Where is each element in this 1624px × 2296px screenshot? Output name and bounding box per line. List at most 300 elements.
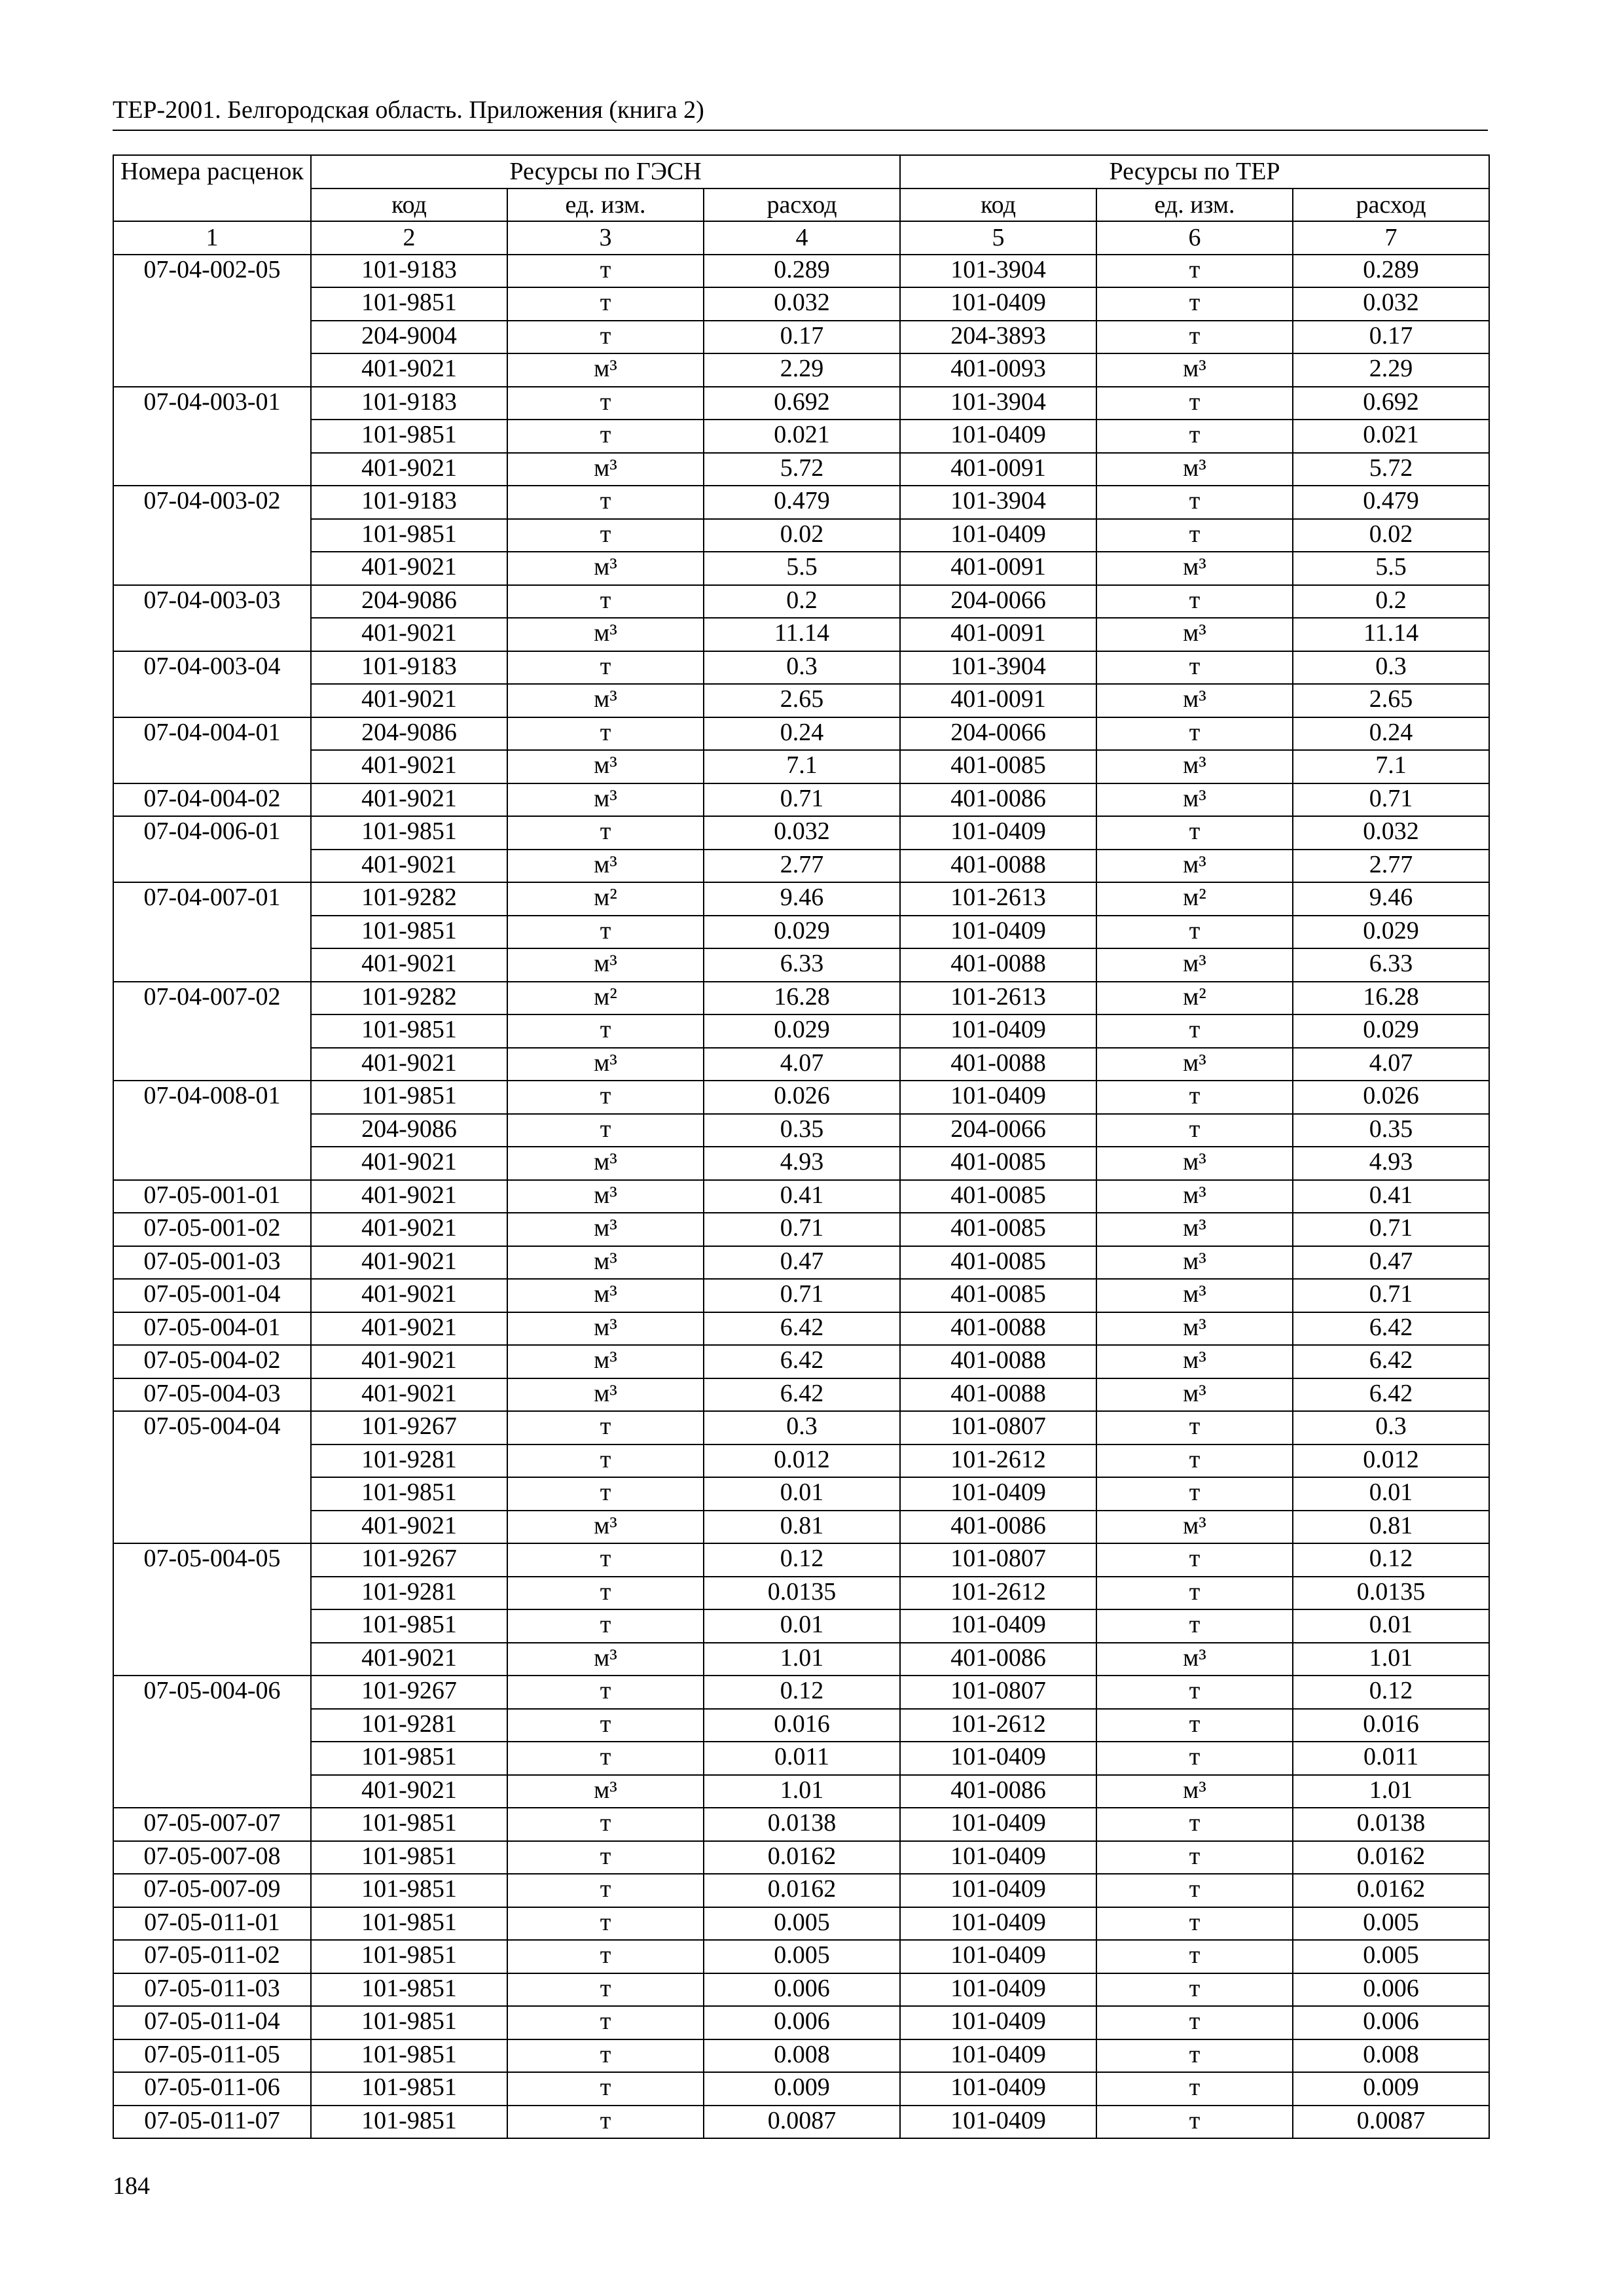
gesn-consumption-cell: 0.2 xyxy=(704,585,900,619)
ter-unit-cell: т xyxy=(1096,2072,1293,2106)
gesn-code-cell: 401-9021 xyxy=(311,948,507,982)
gesn-unit-cell: т xyxy=(507,1014,704,1048)
gesn-unit-cell: т xyxy=(507,2106,704,2139)
ter-code-cell: 101-0409 xyxy=(900,1014,1096,1048)
gesn-code-cell: 101-9851 xyxy=(311,2039,507,2073)
rate-number-cell: 07-04-003-04 xyxy=(113,651,311,717)
col-group-ter: Ресурсы по ТЕР xyxy=(900,155,1489,188)
gesn-consumption-cell: 4.07 xyxy=(704,1048,900,1081)
gesn-consumption-cell: 0.032 xyxy=(704,816,900,850)
rate-number-cell: 07-05-001-04 xyxy=(113,1279,311,1312)
gesn-unit-cell: т xyxy=(507,1411,704,1444)
ter-consumption-cell: 0.0138 xyxy=(1293,1808,1489,1841)
running-header: ТЕР-2001. Белгородская область. Приложения (книга 2) xyxy=(113,96,704,124)
rate-number-cell: 07-05-004-06 xyxy=(113,1676,311,1808)
rate-number-cell: 07-05-001-01 xyxy=(113,1180,311,1213)
ter-consumption-cell: 11.14 xyxy=(1293,618,1489,651)
ter-consumption-cell: 1.01 xyxy=(1293,1643,1489,1676)
gesn-unit-cell: т xyxy=(507,717,704,751)
ter-unit-cell: т xyxy=(1096,420,1293,453)
ter-code-cell: 101-0409 xyxy=(900,1940,1096,1973)
col-header-ter-code: код xyxy=(900,188,1096,222)
gesn-unit-cell: м³ xyxy=(507,353,704,387)
gesn-code-cell: 101-9183 xyxy=(311,651,507,685)
ter-code-cell: 401-0088 xyxy=(900,1378,1096,1412)
table-row xyxy=(113,1411,1489,1444)
table-row xyxy=(113,1279,1489,1312)
gesn-unit-cell: т xyxy=(507,287,704,321)
ter-unit-cell: т xyxy=(1096,287,1293,321)
gesn-code-cell: 401-9021 xyxy=(311,1511,507,1544)
gesn-unit-cell: м³ xyxy=(507,1511,704,1544)
gesn-consumption-cell: 0.71 xyxy=(704,1213,900,1246)
ter-code-cell: 101-0409 xyxy=(900,2106,1096,2139)
col-number: 3 xyxy=(507,221,704,255)
ter-consumption-cell: 6.42 xyxy=(1293,1378,1489,1412)
gesn-code-cell: 101-9851 xyxy=(311,1477,507,1511)
table-row xyxy=(113,1841,1489,1874)
ter-unit-cell: т xyxy=(1096,717,1293,751)
ter-unit-cell: т xyxy=(1096,2006,1293,2039)
gesn-code-cell: 101-9282 xyxy=(311,982,507,1015)
gesn-unit-cell: т xyxy=(507,1874,704,1907)
ter-unit-cell: т xyxy=(1096,1609,1293,1643)
gesn-unit-cell: м³ xyxy=(507,1048,704,1081)
ter-consumption-cell: 0.3 xyxy=(1293,1411,1489,1444)
gesn-consumption-cell: 6.33 xyxy=(704,948,900,982)
ter-consumption-cell: 6.33 xyxy=(1293,948,1489,982)
page-number: 184 xyxy=(113,2172,150,2200)
gesn-unit-cell: м³ xyxy=(507,552,704,585)
rate-number-cell: 07-04-004-01 xyxy=(113,717,311,783)
ter-consumption-cell: 9.46 xyxy=(1293,882,1489,916)
col-number: 1 xyxy=(113,221,311,255)
ter-consumption-cell: 0.008 xyxy=(1293,2039,1489,2073)
gesn-unit-cell: т xyxy=(507,387,704,420)
ter-code-cell: 101-0409 xyxy=(900,1808,1096,1841)
ter-unit-cell: т xyxy=(1096,387,1293,420)
ter-consumption-cell: 0.0135 xyxy=(1293,1577,1489,1610)
table-row xyxy=(113,651,1489,685)
ter-unit-cell: т xyxy=(1096,1477,1293,1511)
table-row xyxy=(113,1808,1489,1841)
gesn-consumption-cell: 0.005 xyxy=(704,1907,900,1941)
ter-code-cell: 204-0066 xyxy=(900,717,1096,751)
table-row xyxy=(113,287,1489,321)
ter-consumption-cell: 0.02 xyxy=(1293,519,1489,552)
gesn-unit-cell: м³ xyxy=(507,1147,704,1180)
ter-unit-cell: т xyxy=(1096,585,1293,619)
ter-code-cell: 101-3904 xyxy=(900,255,1096,288)
ter-code-cell: 401-0085 xyxy=(900,1180,1096,1213)
gesn-consumption-cell: 0.0162 xyxy=(704,1874,900,1907)
ter-unit-cell: т xyxy=(1096,1014,1293,1048)
gesn-consumption-cell: 6.42 xyxy=(704,1378,900,1412)
table-row xyxy=(113,1940,1489,1973)
gesn-code-cell: 101-9281 xyxy=(311,1577,507,1610)
ter-consumption-cell: 4.93 xyxy=(1293,1147,1489,1180)
gesn-unit-cell: м³ xyxy=(507,1312,704,1346)
ter-consumption-cell: 0.0162 xyxy=(1293,1841,1489,1874)
ter-code-cell: 101-2612 xyxy=(900,1709,1096,1742)
rate-number-cell: 07-05-004-01 xyxy=(113,1312,311,1346)
table-row xyxy=(113,2072,1489,2106)
ter-code-cell: 101-0409 xyxy=(900,519,1096,552)
ter-unit-cell: м³ xyxy=(1096,1279,1293,1312)
gesn-code-cell: 401-9021 xyxy=(311,552,507,585)
ter-code-cell: 401-0085 xyxy=(900,1213,1096,1246)
ter-unit-cell: м³ xyxy=(1096,750,1293,783)
ter-unit-cell: т xyxy=(1096,1114,1293,1147)
ter-code-cell: 101-0409 xyxy=(900,916,1096,949)
ter-code-cell: 101-0409 xyxy=(900,1907,1096,1941)
gesn-unit-cell: т xyxy=(507,1609,704,1643)
gesn-code-cell: 401-9021 xyxy=(311,750,507,783)
col-number: 7 xyxy=(1293,221,1489,255)
gesn-consumption-cell: 0.71 xyxy=(704,1279,900,1312)
gesn-code-cell: 401-9021 xyxy=(311,1048,507,1081)
table-row xyxy=(113,1676,1489,1709)
gesn-unit-cell: т xyxy=(507,2072,704,2106)
gesn-code-cell: 101-9281 xyxy=(311,1444,507,1478)
rate-number-cell: 07-05-004-02 xyxy=(113,1345,311,1378)
ter-code-cell: 101-0807 xyxy=(900,1676,1096,1709)
gesn-unit-cell: т xyxy=(507,1444,704,1478)
gesn-unit-cell: т xyxy=(507,916,704,949)
table-row xyxy=(113,618,1489,651)
gesn-consumption-cell: 0.12 xyxy=(704,1543,900,1577)
col-number: 6 xyxy=(1096,221,1293,255)
gesn-code-cell: 101-9851 xyxy=(311,2006,507,2039)
gesn-unit-cell: т xyxy=(507,2006,704,2039)
ter-code-cell: 401-0086 xyxy=(900,783,1096,817)
rate-number-cell: 07-04-003-02 xyxy=(113,486,311,585)
gesn-code-cell: 101-9851 xyxy=(311,1973,507,2007)
gesn-consumption-cell: 9.46 xyxy=(704,882,900,916)
ter-consumption-cell: 0.2 xyxy=(1293,585,1489,619)
ter-code-cell: 101-0807 xyxy=(900,1543,1096,1577)
ter-consumption-cell: 2.29 xyxy=(1293,353,1489,387)
ter-unit-cell: м³ xyxy=(1096,1147,1293,1180)
gesn-unit-cell: т xyxy=(507,486,704,519)
ter-consumption-cell: 2.65 xyxy=(1293,684,1489,717)
ter-unit-cell: т xyxy=(1096,1081,1293,1114)
ter-consumption-cell: 5.72 xyxy=(1293,453,1489,486)
ter-code-cell: 401-0088 xyxy=(900,1312,1096,1346)
ter-unit-cell: м³ xyxy=(1096,552,1293,585)
gesn-unit-cell: т xyxy=(507,1808,704,1841)
gesn-code-cell: 401-9021 xyxy=(311,684,507,717)
ter-code-cell: 101-2613 xyxy=(900,982,1096,1015)
gesn-code-cell: 101-9183 xyxy=(311,486,507,519)
gesn-consumption-cell: 0.026 xyxy=(704,1081,900,1114)
rate-number-cell: 07-05-011-05 xyxy=(113,2039,311,2073)
gesn-consumption-cell: 0.029 xyxy=(704,916,900,949)
ter-code-cell: 101-2612 xyxy=(900,1577,1096,1610)
ter-code-cell: 204-0066 xyxy=(900,1114,1096,1147)
gesn-consumption-cell: 0.0162 xyxy=(704,1841,900,1874)
ter-unit-cell: м³ xyxy=(1096,850,1293,883)
gesn-consumption-cell: 0.006 xyxy=(704,2006,900,2039)
ter-code-cell: 101-0409 xyxy=(900,1742,1096,1775)
ter-consumption-cell: 6.42 xyxy=(1293,1312,1489,1346)
ter-unit-cell: т xyxy=(1096,255,1293,288)
ter-unit-cell: м³ xyxy=(1096,1312,1293,1346)
table-row xyxy=(113,1345,1489,1378)
ter-unit-cell: т xyxy=(1096,2039,1293,2073)
ter-unit-cell: м³ xyxy=(1096,1643,1293,1676)
ter-consumption-cell: 0.005 xyxy=(1293,1907,1489,1941)
ter-unit-cell: м³ xyxy=(1096,453,1293,486)
gesn-unit-cell: м³ xyxy=(507,1378,704,1412)
gesn-unit-cell: т xyxy=(507,519,704,552)
ter-consumption-cell: 0.029 xyxy=(1293,916,1489,949)
gesn-consumption-cell: 0.24 xyxy=(704,717,900,751)
table-row xyxy=(113,2006,1489,2039)
table-row xyxy=(113,453,1489,486)
ter-consumption-cell: 0.3 xyxy=(1293,651,1489,685)
gesn-code-cell: 101-9851 xyxy=(311,1808,507,1841)
rate-number-cell: 07-04-007-02 xyxy=(113,982,311,1081)
table-row xyxy=(113,353,1489,387)
table-row xyxy=(113,1180,1489,1213)
ter-consumption-cell: 0.479 xyxy=(1293,486,1489,519)
gesn-consumption-cell: 6.42 xyxy=(704,1312,900,1346)
gesn-unit-cell: т xyxy=(507,651,704,685)
ter-code-cell: 401-0088 xyxy=(900,1048,1096,1081)
gesn-unit-cell: т xyxy=(507,1742,704,1775)
ter-consumption-cell: 0.692 xyxy=(1293,387,1489,420)
ter-unit-cell: м³ xyxy=(1096,1378,1293,1412)
rate-number-cell: 07-04-006-01 xyxy=(113,816,311,882)
gesn-code-cell: 101-9851 xyxy=(311,816,507,850)
ter-unit-cell: т xyxy=(1096,1444,1293,1478)
gesn-unit-cell: м³ xyxy=(507,1643,704,1676)
table-row xyxy=(113,486,1489,519)
ter-unit-cell: м³ xyxy=(1096,1246,1293,1280)
gesn-consumption-cell: 0.009 xyxy=(704,2072,900,2106)
ter-code-cell: 101-0409 xyxy=(900,1609,1096,1643)
table-row xyxy=(113,1874,1489,1907)
gesn-code-cell: 401-9021 xyxy=(311,850,507,883)
ter-unit-cell: м³ xyxy=(1096,353,1293,387)
gesn-code-cell: 101-9851 xyxy=(311,1609,507,1643)
gesn-unit-cell: т xyxy=(507,1841,704,1874)
gesn-code-cell: 401-9021 xyxy=(311,1643,507,1676)
ter-code-cell: 401-0093 xyxy=(900,353,1096,387)
rate-number-cell: 07-05-001-02 xyxy=(113,1213,311,1246)
rate-number-cell: 07-05-011-02 xyxy=(113,1940,311,1973)
gesn-unit-cell: м³ xyxy=(507,1279,704,1312)
rate-number-cell: 07-05-004-05 xyxy=(113,1543,311,1676)
ter-consumption-cell: 7.1 xyxy=(1293,750,1489,783)
gesn-unit-cell: т xyxy=(507,1081,704,1114)
gesn-unit-cell: м³ xyxy=(507,453,704,486)
gesn-consumption-cell: 0.01 xyxy=(704,1609,900,1643)
gesn-unit-cell: м³ xyxy=(507,850,704,883)
gesn-code-cell: 101-9851 xyxy=(311,1742,507,1775)
ter-unit-cell: м² xyxy=(1096,882,1293,916)
gesn-consumption-cell: 0.81 xyxy=(704,1511,900,1544)
rate-number-cell: 07-05-011-07 xyxy=(113,2106,311,2139)
gesn-consumption-cell: 0.12 xyxy=(704,1676,900,1709)
gesn-code-cell: 101-9267 xyxy=(311,1676,507,1709)
table-row xyxy=(113,1114,1489,1147)
table-row xyxy=(113,2039,1489,2073)
gesn-unit-cell: м³ xyxy=(507,1775,704,1808)
ter-unit-cell: м³ xyxy=(1096,618,1293,651)
header-divider xyxy=(113,130,1488,131)
rate-number-cell: 07-05-004-04 xyxy=(113,1411,311,1543)
gesn-unit-cell: т xyxy=(507,321,704,354)
ter-code-cell: 204-3893 xyxy=(900,321,1096,354)
rate-number-cell: 07-04-003-01 xyxy=(113,387,311,486)
table-row xyxy=(113,1014,1489,1048)
gesn-consumption-cell: 0.47 xyxy=(704,1246,900,1280)
gesn-code-cell: 401-9021 xyxy=(311,1279,507,1312)
gesn-unit-cell: т xyxy=(507,1709,704,1742)
ter-consumption-cell: 0.41 xyxy=(1293,1180,1489,1213)
ter-code-cell: 401-0091 xyxy=(900,684,1096,717)
ter-code-cell: 101-0409 xyxy=(900,2006,1096,2039)
table-row xyxy=(113,1742,1489,1775)
gesn-consumption-cell: 0.016 xyxy=(704,1709,900,1742)
col-group-gesn: Ресурсы по ГЭСН xyxy=(311,155,900,188)
gesn-unit-cell: т xyxy=(507,1973,704,2007)
ter-code-cell: 101-0409 xyxy=(900,1973,1096,2007)
gesn-code-cell: 401-9021 xyxy=(311,1312,507,1346)
gesn-consumption-cell: 6.42 xyxy=(704,1345,900,1378)
gesn-code-cell: 401-9021 xyxy=(311,1345,507,1378)
gesn-unit-cell: т xyxy=(507,1114,704,1147)
gesn-code-cell: 101-9851 xyxy=(311,2072,507,2106)
table-row xyxy=(113,916,1489,949)
ter-code-cell: 401-0088 xyxy=(900,850,1096,883)
ter-code-cell: 101-0409 xyxy=(900,287,1096,321)
gesn-consumption-cell: 0.71 xyxy=(704,783,900,817)
ter-code-cell: 101-0409 xyxy=(900,816,1096,850)
gesn-consumption-cell: 0.011 xyxy=(704,1742,900,1775)
ter-code-cell: 101-0409 xyxy=(900,1477,1096,1511)
gesn-consumption-cell: 0.41 xyxy=(704,1180,900,1213)
table-row xyxy=(113,882,1489,916)
gesn-consumption-cell: 0.0138 xyxy=(704,1808,900,1841)
table-row xyxy=(113,982,1489,1015)
gesn-code-cell: 101-9851 xyxy=(311,1014,507,1048)
ter-code-cell: 401-0085 xyxy=(900,750,1096,783)
gesn-consumption-cell: 0.01 xyxy=(704,1477,900,1511)
ter-code-cell: 101-0409 xyxy=(900,2039,1096,2073)
table-row xyxy=(113,1312,1489,1346)
table-row xyxy=(113,1907,1489,1941)
ter-consumption-cell: 6.42 xyxy=(1293,1345,1489,1378)
gesn-consumption-cell: 2.77 xyxy=(704,850,900,883)
ter-unit-cell: м³ xyxy=(1096,783,1293,817)
gesn-unit-cell: м² xyxy=(507,982,704,1015)
ter-unit-cell: т xyxy=(1096,519,1293,552)
gesn-code-cell: 101-9851 xyxy=(311,916,507,949)
gesn-code-cell: 101-9851 xyxy=(311,1940,507,1973)
ter-consumption-cell: 0.35 xyxy=(1293,1114,1489,1147)
ter-unit-cell: т xyxy=(1096,1841,1293,1874)
gesn-consumption-cell: 0.0135 xyxy=(704,1577,900,1610)
table-row xyxy=(113,387,1489,420)
ter-consumption-cell: 0.006 xyxy=(1293,1973,1489,2007)
gesn-consumption-cell: 0.012 xyxy=(704,1444,900,1478)
ter-consumption-cell: 5.5 xyxy=(1293,552,1489,585)
ter-unit-cell: т xyxy=(1096,1742,1293,1775)
table-row xyxy=(113,1444,1489,1478)
gesn-consumption-cell: 2.29 xyxy=(704,353,900,387)
ter-unit-cell: т xyxy=(1096,1907,1293,1941)
rate-number-cell: 07-04-003-03 xyxy=(113,585,311,651)
ter-code-cell: 401-0086 xyxy=(900,1643,1096,1676)
table-row xyxy=(113,1213,1489,1246)
ter-consumption-cell: 4.07 xyxy=(1293,1048,1489,1081)
ter-unit-cell: т xyxy=(1096,1709,1293,1742)
table-row xyxy=(113,321,1489,354)
ter-code-cell: 401-0085 xyxy=(900,1147,1096,1180)
ter-code-cell: 101-0807 xyxy=(900,1411,1096,1444)
gesn-consumption-cell: 2.65 xyxy=(704,684,900,717)
ter-consumption-cell: 0.0162 xyxy=(1293,1874,1489,1907)
table-body xyxy=(113,255,1489,2139)
gesn-code-cell: 101-9183 xyxy=(311,387,507,420)
gesn-code-cell: 401-9021 xyxy=(311,1246,507,1280)
gesn-code-cell: 101-9851 xyxy=(311,1081,507,1114)
ter-code-cell: 101-2612 xyxy=(900,1444,1096,1478)
ter-unit-cell: м³ xyxy=(1096,1180,1293,1213)
gesn-consumption-cell: 11.14 xyxy=(704,618,900,651)
ter-consumption-cell: 0.289 xyxy=(1293,255,1489,288)
table-row xyxy=(113,1643,1489,1676)
col-header-gesn-code: код xyxy=(311,188,507,222)
rate-number-cell: 07-04-007-01 xyxy=(113,882,311,982)
ter-consumption-cell: 0.009 xyxy=(1293,2072,1489,2106)
ter-consumption-cell: 0.032 xyxy=(1293,816,1489,850)
table-row xyxy=(113,1246,1489,1280)
gesn-code-cell: 401-9021 xyxy=(311,453,507,486)
ter-unit-cell: м³ xyxy=(1096,948,1293,982)
ter-consumption-cell: 0.01 xyxy=(1293,1609,1489,1643)
gesn-consumption-cell: 0.479 xyxy=(704,486,900,519)
gesn-consumption-cell: 0.032 xyxy=(704,287,900,321)
table-row xyxy=(113,1477,1489,1511)
ter-consumption-cell: 0.011 xyxy=(1293,1742,1489,1775)
ter-unit-cell: т xyxy=(1096,1973,1293,2007)
col-header-gesn-consumption: расход xyxy=(704,188,900,222)
rate-number-cell: 07-05-007-07 xyxy=(113,1808,311,1841)
gesn-code-cell: 101-9851 xyxy=(311,2106,507,2139)
gesn-unit-cell: м³ xyxy=(507,1213,704,1246)
rate-number-cell: 07-05-007-09 xyxy=(113,1874,311,1907)
ter-consumption-cell: 0.006 xyxy=(1293,2006,1489,2039)
col-header-ter-unit: ед. изм. xyxy=(1096,188,1293,222)
table-row xyxy=(113,717,1489,751)
ter-consumption-cell: 0.12 xyxy=(1293,1543,1489,1577)
ter-unit-cell: м³ xyxy=(1096,684,1293,717)
table-row xyxy=(113,1378,1489,1412)
table-row xyxy=(113,816,1489,850)
ter-unit-cell: т xyxy=(1096,651,1293,685)
col-number: 2 xyxy=(311,221,507,255)
ter-code-cell: 401-0088 xyxy=(900,1345,1096,1378)
ter-code-cell: 401-0088 xyxy=(900,948,1096,982)
gesn-code-cell: 401-9021 xyxy=(311,618,507,651)
gesn-consumption-cell: 0.006 xyxy=(704,1973,900,2007)
gesn-consumption-cell: 5.5 xyxy=(704,552,900,585)
gesn-code-cell: 204-9086 xyxy=(311,585,507,619)
